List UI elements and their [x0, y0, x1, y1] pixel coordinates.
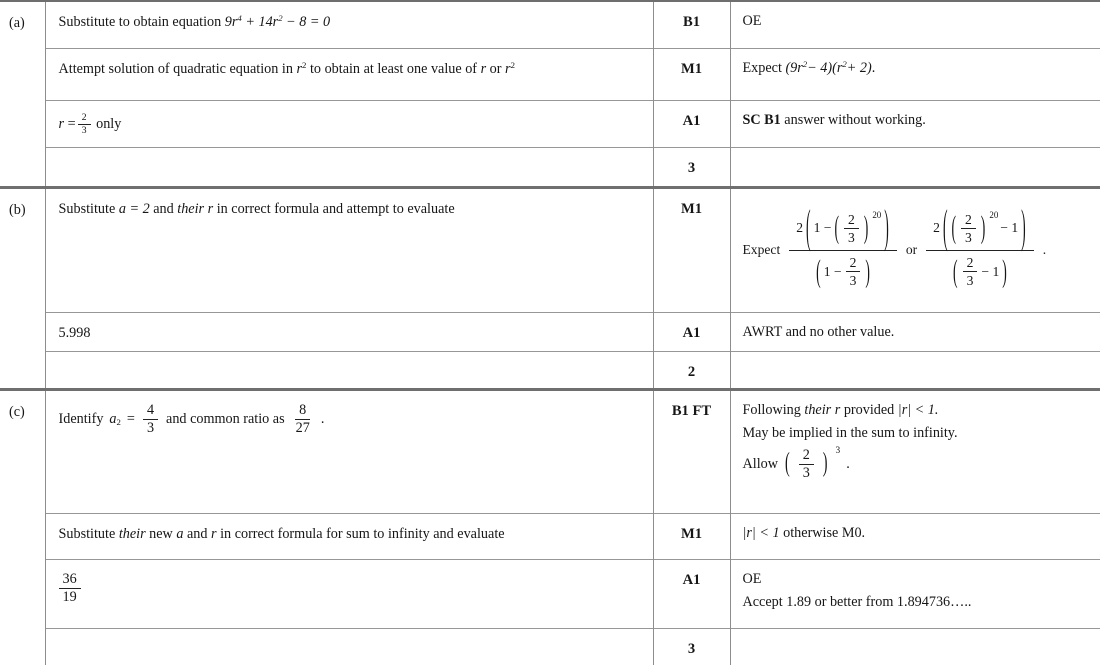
part-label: (b): [9, 201, 26, 218]
math-expression: a = 2: [118, 200, 150, 217]
fraction: [961, 212, 976, 245]
fraction-denominator: 3: [965, 229, 972, 245]
identify-line: [59, 403, 648, 438]
row-c3: [0, 559, 1100, 628]
mark-label: A1: [682, 324, 701, 341]
answer-value: 5.998: [58, 324, 91, 341]
fraction-denominator: 3: [802, 465, 810, 482]
row-c-total: [0, 628, 1100, 665]
mark-cell: [653, 1, 730, 48]
period: .: [1042, 242, 1047, 257]
comment-line: [743, 425, 1092, 442]
left-paren: (: [806, 201, 811, 253]
their-text: their: [118, 525, 146, 542]
description-cell: [45, 513, 653, 559]
fraction-numerator: 2: [799, 448, 814, 466]
exponent: 2: [302, 59, 307, 70]
fraction: [963, 255, 978, 288]
row-b1: [0, 187, 1100, 312]
fraction: [844, 212, 859, 245]
description-cell: [45, 100, 653, 147]
fraction-denominator: 27: [295, 420, 310, 437]
part-label-cell-a: [0, 1, 45, 187]
comment-text: Allow: [742, 456, 778, 473]
mark-cell: [653, 48, 730, 100]
desc-text: new: [149, 525, 173, 542]
math-condition: |r| < 1: [742, 524, 780, 541]
description-cell: [45, 1, 653, 48]
period: .: [871, 59, 876, 76]
row-c2: [0, 513, 1100, 559]
left-paren: (: [834, 209, 839, 245]
exponent: 4: [237, 12, 242, 23]
right-paren: ): [1021, 201, 1026, 253]
fraction-denominator: 3: [849, 273, 857, 289]
mark-label: B1 FT: [671, 402, 712, 419]
equals: =: [126, 411, 135, 428]
exponent: 2: [278, 12, 283, 23]
description-cell: [45, 312, 653, 351]
desc-text: or: [489, 60, 502, 77]
fraction-numerator: 36: [59, 572, 81, 590]
comment-text: May be implied in the sum to infinity.: [742, 424, 958, 441]
left-paren: (: [953, 252, 958, 289]
part-label: (c): [9, 403, 25, 420]
left-paren: (: [942, 201, 948, 253]
mark-cell: [653, 389, 730, 513]
desc-text: Identify: [58, 411, 104, 428]
total-marks: 2: [687, 363, 696, 380]
mark-label: M1: [680, 200, 703, 217]
math-var: $a_2$: [109, 411, 121, 428]
desc-text: Attempt solution of quadratic equation in: [58, 60, 293, 77]
allow-line: Allow ( $\frac{2}{3}$ ) 3 .: [742, 445, 850, 482]
description-cell: [45, 187, 653, 312]
fraction: [78, 113, 91, 137]
expected-formula: [742, 201, 1092, 289]
desc-text: and common ratio as: [166, 411, 285, 428]
math-var: r: [211, 525, 217, 542]
comment-cell: [730, 628, 1100, 665]
fraction: [846, 255, 861, 288]
period: .: [320, 411, 325, 428]
equals: =: [67, 115, 76, 132]
big-fraction-1: 2 ( 1 − ( $\frac{2}{3}$ ) 20 ) ( 1 − $\frac{2}{3}$ ): [789, 212, 897, 289]
mark-cell: [653, 513, 730, 559]
row-b-total: [0, 351, 1100, 389]
row-a3: [0, 100, 1100, 147]
comment-text: AWRT and no other value.: [742, 323, 895, 340]
mark-label: A1: [682, 112, 701, 129]
math-var: a: [176, 525, 184, 542]
row-a1: [0, 1, 1100, 48]
fraction-numerator: 2: [78, 113, 91, 125]
fraction-denominator: 3: [146, 420, 155, 437]
their-r: their r: [804, 401, 841, 418]
fraction-numerator: 2: [963, 255, 978, 272]
answer-fraction: [59, 572, 81, 607]
right-paren: ): [884, 201, 889, 253]
mark-label: B1: [682, 14, 701, 30]
comment-cell: [730, 312, 1100, 351]
mark-cell: [653, 187, 730, 312]
right-paren: ): [980, 209, 986, 245]
part-label: (a): [9, 15, 25, 31]
comment-cell: [730, 513, 1100, 559]
fraction-numerator: 4: [143, 403, 158, 421]
right-paren: ): [822, 448, 828, 480]
desc-text: to obtain at least one value of: [309, 60, 478, 77]
desc-text: Substitute to obtain equation: [58, 14, 222, 30]
left-paren: (: [816, 252, 821, 289]
total-mark-cell: [653, 628, 730, 665]
comment-cell: [730, 389, 1100, 513]
big-fraction-2: 2 ( ( $\frac{2}{3}$ ) 20 − 1 ) ( $\frac{2}{3}$ − 1 ): [926, 212, 1034, 289]
part-label-cell-c: [0, 389, 45, 665]
row-a-total: [0, 147, 1100, 187]
period: .: [846, 456, 850, 473]
fraction-numerator: 2: [844, 212, 859, 229]
mark-cell: [653, 100, 730, 147]
desc-text: only: [96, 115, 122, 132]
comment-text: Accept 1.89 or better from 1.894736…..: [742, 593, 972, 610]
total-mark-cell: [653, 147, 730, 187]
part-label-cell-b: [0, 187, 45, 389]
total-marks: 3: [687, 640, 696, 657]
comment-line: [743, 594, 1092, 611]
left-paren: (: [784, 448, 790, 480]
description-cell: [45, 628, 653, 665]
comment-text: provided: [843, 401, 895, 418]
desc-text: Substitute: [58, 525, 116, 542]
comment-text: otherwise M0.: [783, 524, 866, 541]
row-a2: [0, 48, 1100, 100]
fraction-denominator: 3: [81, 124, 87, 136]
comment-cell: [730, 187, 1100, 312]
math-expression: $(9r^2- 4)(r^2+ 2)$: [785, 58, 872, 76]
comment-line: [743, 571, 1092, 588]
description-cell: [45, 351, 653, 389]
comment-cell: [730, 100, 1100, 147]
mark-label: M1: [680, 60, 703, 77]
comment-text: OE: [742, 570, 762, 587]
fraction-numerator: 8: [295, 403, 310, 421]
math-condition: |r| < 1.: [897, 401, 939, 418]
math-var: r: [505, 60, 511, 77]
row-c1: [0, 389, 1100, 513]
comment-text: Following: [742, 401, 801, 418]
math-var: r: [58, 115, 65, 132]
exponent: 2: [510, 59, 515, 70]
left-paren: (: [951, 209, 956, 245]
or-text: or: [905, 242, 918, 257]
special-case-label: SC B1: [742, 111, 781, 128]
right-paren: ): [1002, 252, 1007, 289]
total-mark-cell: [653, 351, 730, 389]
mark-cell: [653, 312, 730, 351]
description-cell: [45, 48, 653, 100]
math-var: r: [296, 60, 303, 77]
subscript: 2: [116, 417, 121, 428]
desc-text: and: [186, 525, 208, 542]
fraction-denominator: 3: [847, 229, 855, 245]
right-paren: ): [863, 209, 869, 245]
fraction-numerator: 2: [961, 212, 976, 229]
comment-text: answer without working.: [784, 111, 926, 128]
their-r: their r: [177, 200, 214, 217]
comment-cell: [730, 559, 1100, 628]
mark-cell: [653, 559, 730, 628]
description-cell: [45, 559, 653, 628]
exponent: 2: [802, 58, 808, 69]
comment-cell: [730, 1, 1100, 48]
mark-label: A1: [682, 571, 701, 588]
desc-text: and: [153, 200, 174, 217]
fraction-denominator: 19: [62, 589, 77, 606]
fraction-denominator: 3: [966, 273, 974, 289]
fraction: [799, 448, 814, 483]
exponent: 2: [842, 58, 847, 69]
comment-cell: [730, 48, 1100, 100]
description-cell: [45, 147, 653, 187]
comment-text: OE: [742, 13, 762, 29]
row-b2: [0, 312, 1100, 351]
desc-text: Substitute: [58, 200, 116, 217]
description-cell: [45, 389, 653, 513]
fraction-numerator: 2: [846, 255, 861, 272]
mark-label: M1: [680, 525, 703, 542]
fraction: [293, 403, 313, 438]
comment-line: [743, 402, 1092, 419]
desc-text: in correct formula for sum to infinity and evaluate: [220, 525, 505, 542]
comment-cell: [730, 147, 1100, 187]
total-marks: 3: [687, 159, 696, 176]
math-var: r: [480, 60, 487, 77]
math-equation: $9r^4 + 14r^2 - 8 = 0$: [224, 12, 331, 30]
right-paren: ): [865, 252, 870, 289]
comment-text: Expect: [742, 242, 781, 257]
desc-text: in correct formula and attempt to evaluate: [216, 200, 455, 217]
fraction: [143, 403, 158, 438]
comment-text: Expect: [742, 59, 782, 76]
comment-cell: [730, 351, 1100, 389]
